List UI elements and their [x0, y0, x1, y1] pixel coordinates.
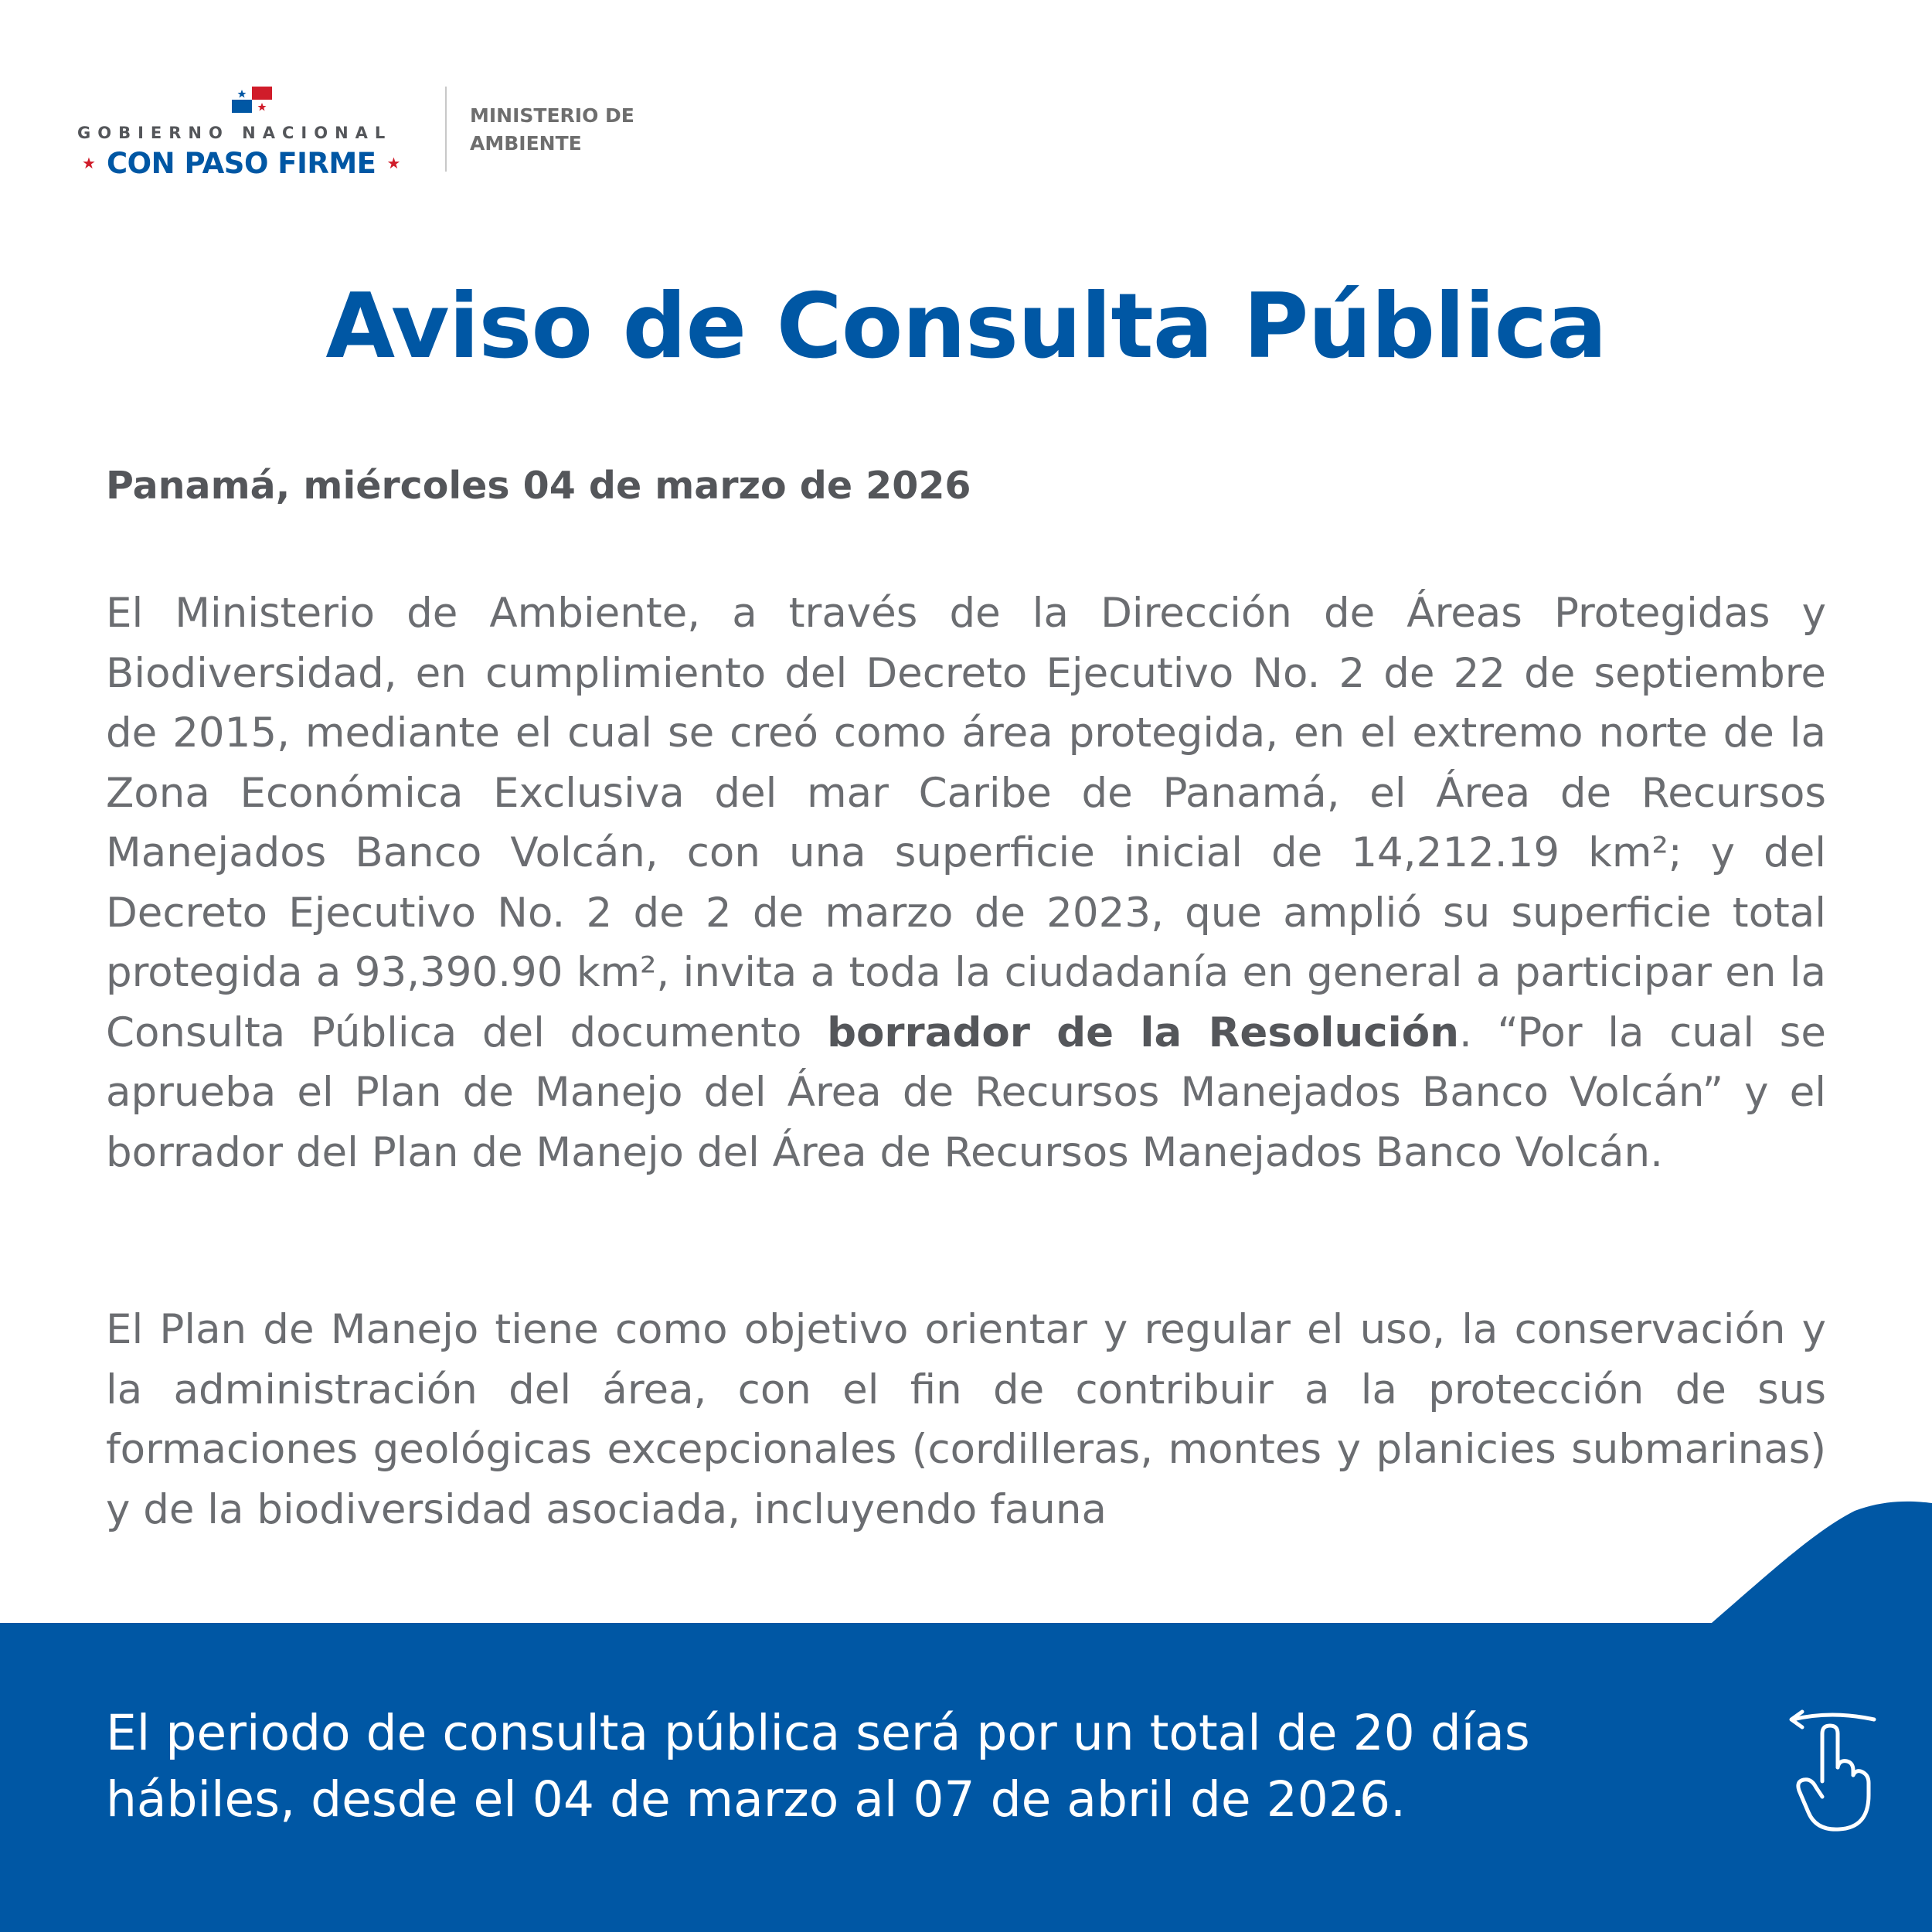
paragraph-objective: El Plan de Manejo tiene como objetivo orientar y regular el uso, la conservación y la administración del área, con el fin de contribuir a la protección de sus formaciones geológicas excepcionales (cordilleras, montes y planicies submarinas) y de la biodiversidad asociada, incluyendo fauna — [106, 1306, 1826, 1533]
star-icon: ★ — [386, 154, 401, 172]
paragraph-intro-end: . “Por la cual se aprueba el Plan de Manejo del Área de Recursos Manejados Banco Volcán” y el borrador del Plan de Manejo del Área de Recursos Manejados Banco Volcán. — [106, 1009, 1826, 1176]
star-icon: ★ — [82, 154, 96, 172]
ministry-line1: MINISTERIO DE — [470, 104, 634, 127]
swipe-left-hand-icon — [1777, 1704, 1886, 1835]
footer-line1: El periodo de consulta pública será por un total de 20 días — [106, 1705, 1530, 1761]
page-title: Aviso de Consulta Pública — [325, 274, 1607, 379]
ministry-line2: AMBIENTE — [470, 132, 582, 155]
footer-notice — [106, 1700, 1651, 1833]
paragraph-intro-bold: borrador de la Resolución — [827, 1009, 1459, 1056]
slogan: CON PASO FIRME — [107, 146, 376, 180]
date-line: Panamá, miércoles 04 de marzo de 2026 — [106, 464, 971, 508]
paragraph-intro-text: El Ministerio de Ambiente, a través de la Dirección de Áreas Protegidas y Biodiversidad, en cumplimiento del Decreto Ejecutivo No. 2 de 22 de septiembre de 2015, mediante el cual se creó como área protegida, en el extremo norte de la Zona Económica Exclusiva del mar Caribe de Panamá, el Área de Recursos Manejados Banco Volcán, con una superficie inicial de 14,212.19 km²; y del Decreto Ejecutivo No. 2 de 2 de marzo de 2023, que amplió su superficie total protegida a 93,390.90 km², invita a toda la ciudadanía en general a participar en la Consulta Pública del documento — [106, 590, 1826, 1056]
gobierno-nacional-label: GOBIERNO NACIONAL — [77, 124, 393, 142]
footer-line2: hábiles, desde el 04 de marzo al 07 de abril de 2026. — [106, 1771, 1406, 1828]
